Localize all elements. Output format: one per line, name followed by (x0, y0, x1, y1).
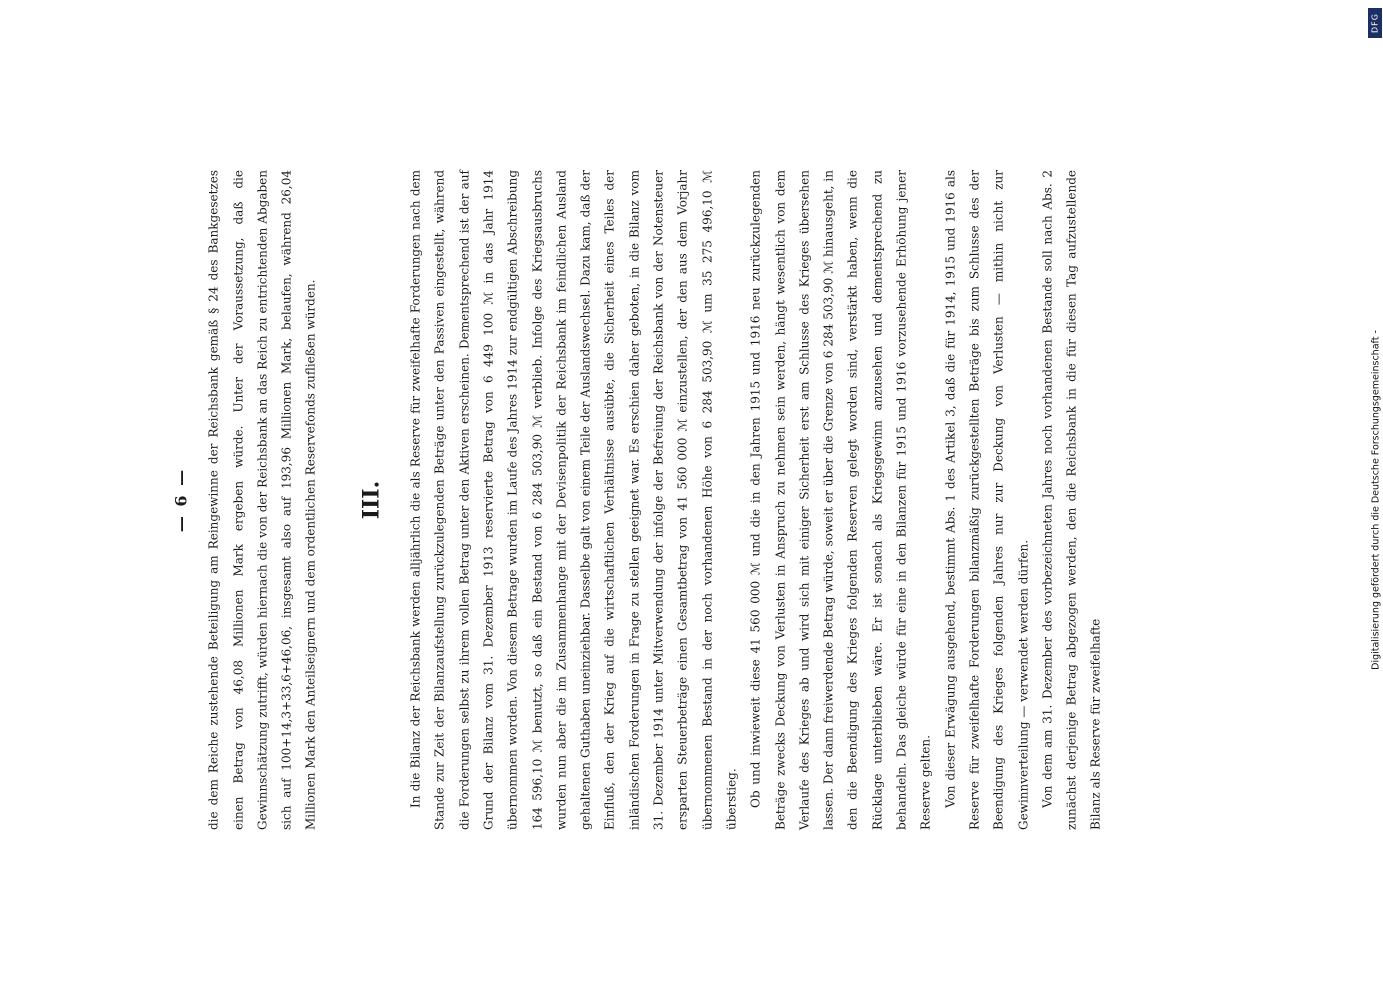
digitization-credit: Digitalisierung gefördert durch die Deutsche Forschungsgemeinschaft - (1370, 330, 1382, 670)
paragraph-section-2: Ob und inwieweit diese 41 560 000 ℳ und die in den Jahren 1915 und 1916 neu zurückzulegenden Beträge zwecks Deckung von Verlusten in Anspruch zu nehmen sein werden, hängt wesentlich von dem Verlaufe des Krieges ab und wird sich mit einiger Sicherheit erst am Schlusse des Krieges übersehen lassen. Der dann freiwerdende Betrag würde, soweit er über die Grenze von 6 284 503,90 ℳ hinausgeht, in den die Beendigung des Krieges folgenden Reserven gelegt worden sind, verstärkt haben, wenn die Rücklage unterblieben wäre. Er ist sonach als Kriegsgewinn anzusehen und dementsprechend zu behandeln. Das gleiche würde für eine in den Bilanzen für 1915 und 1916 vorzusehende Erhöhung jener Reserve gelten. (748, 170, 933, 830)
paragraph-section-4: Von dem am 31. Dezember des vorbezeichneten Jahres noch vorhandenen Bestande soll nach Abs. 2 zunächst derjenige Betrag abgezogen werden, den die Reichsbank in die für diesen Tag aufzustellende Bilanz als Reserve für zweifelhafte (1040, 170, 1103, 830)
dfg-logo: DFG (1368, 8, 1382, 38)
paragraph-section-1: In die Bilanz der Reichsbank werden alljährlich die als Reserve für zweifelhafte Forderungen nach dem Stande zur Zeit der Bilanzaufstellung zurückzulegenden Beträge unter den Passiven eingestellt, während die Forderungen selbst zu ihrem vollen Betrag unter den Aktiven erscheinen. Dementsprechend ist der auf Grund der Bilanz vom 31. Dezember 1913 reservierte Betrag von 6 449 100 ℳ in das Jahr 1914 übernommen worden. Von diesem Betrage wurden im Laufe des Jahres 1914 zur endgültigen Abschreibung 164 596,10 ℳ benutzt, so daß ein Bestand von 6 284 503,90 ℳ verblieb. Infolge des Kriegsausbruchs wurden nun aber die im Zusammenhange mit der Devisenpolitik der Reichsbank im feindlichen Ausland gehaltenen Guthaben uneinziehbar. Dasselbe galt von einem Teile der Auslandswechsel. Dazu kam, daß der Einfluß, den der Krieg auf die wirtschaftlichen Verhältnisse ausübte, die Sicherheit eines Teiles der inländischen Forderungen in Frage zu stellen geeignet war. Es erschien daher geboten, in die Bilanz vom 31. Dezember 1914 unter Mitverwendung der infolge der Befreiung der Reichsbank von der Notensteuer ersparten Steuerbeträge einen Gesamtbetrag von 41 560 000 ℳ einzustellen, der den aus dem Vorjahr übernommenen Bestand in der noch vorhandenen Höhe von 6 284 503,90 ℳ um 35 275 496,10 ℳ überstieg. (408, 170, 739, 830)
section-heading: III. (358, 480, 385, 520)
page-number: — 6 — (171, 467, 191, 533)
paragraph-intro: die dem Reiche zustehende Beteiligung am Reingewinne der Reichsbank gemäß § 24 des Bankgesetzes einen Betrag von 46,08 Millionen Mark ergeben würde. Unter der Voraussetzung, daß die Gewinnschätzung zutrifft, würden hiernach die von der Reichsbank an das Reich zu entrichtenden Abgaben sich auf 100+14,3+33,6+46,06, insgesamt also auf 193,96 Millionen Mark, belaufen, während 26,04 Millionen Mark den Anteilseignern und dem ordentlichen Reservefonds zufließen würden. (206, 170, 318, 830)
document-body (170, 170, 1270, 830)
paragraph-section-3: Von dieser Erwägung ausgehend, bestimmt Abs. 1 des Artikel 3, daß die für 1914, 1915 und 1916 als Reserve für zweifelhafte Forderungen bilanzmäßig zurückgestellten Beträge bis zum Schlusse des der Beendigung des Krieges folgenden Jahres nur zur Deckung von Verlusten — mithin nicht zur Gewinnverteilung — verwendet werden dürfen. (943, 170, 1030, 830)
